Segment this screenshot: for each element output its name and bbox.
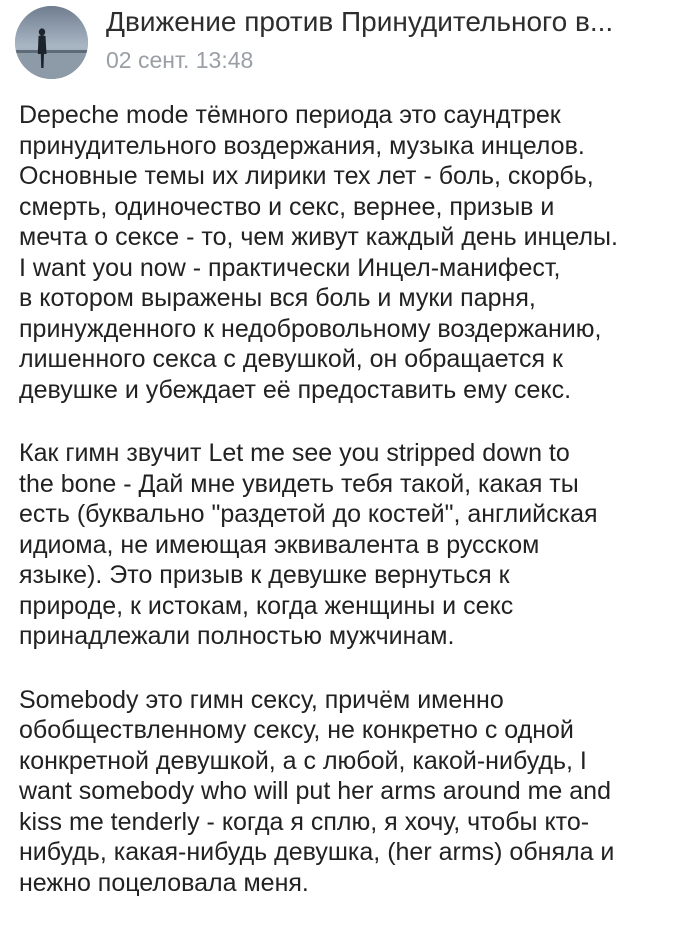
avatar[interactable] [15,6,88,79]
post-paragraph: Как гимн звучит Let me see you stripped down to the bone - Дай мне увидеть тебя такой, какая ты есть (буквально "раздетой до костей", английская идиома, не имеющая эквивалента в русском языке). Это призыв к девушке вернуться к природе, к истокам, когда женщины и секс принадлежали полностью мужчинам. [19,439,598,650]
post-text [19,100,689,931]
avatar-image-icon [15,6,88,79]
post-header [0,0,700,90]
post-date[interactable]: 02 сент. 13:48 [106,47,254,73]
post-paragraph: Somebody это гимн сексу, причём именно обобществленному сексу, не конкретно с одной конкретной девушкой, а с любой, какой-нибудь, I want somebody who will put her arms around me and kiss me tenderly - когда я сплю, я хочу, чтобы кто- нибудь, какая-нибудь девушка, (her arms) обняла и нежно поцеловала меня. [19,685,615,897]
group-name[interactable]: Движение против Принудительного в... [106,6,614,37]
post-paragraph: Depeche mode тёмного периода это саундтрек принудительного воздержания, музыка инцелов. Основные темы их лирики тех лет - боль, скорбь, смерть, одиночество и секс, вернее, призыв и мечта о сексе - то, чем живут каждый день инцелы. I want you now - практически Инцел-манифест, в котором выражены вся боль и муки парня, принужденного к недобровольному воздержанию, лишенного секса с девушкой, он обращается к девушке и убеждает её предоставить ему секс. [19,101,618,404]
